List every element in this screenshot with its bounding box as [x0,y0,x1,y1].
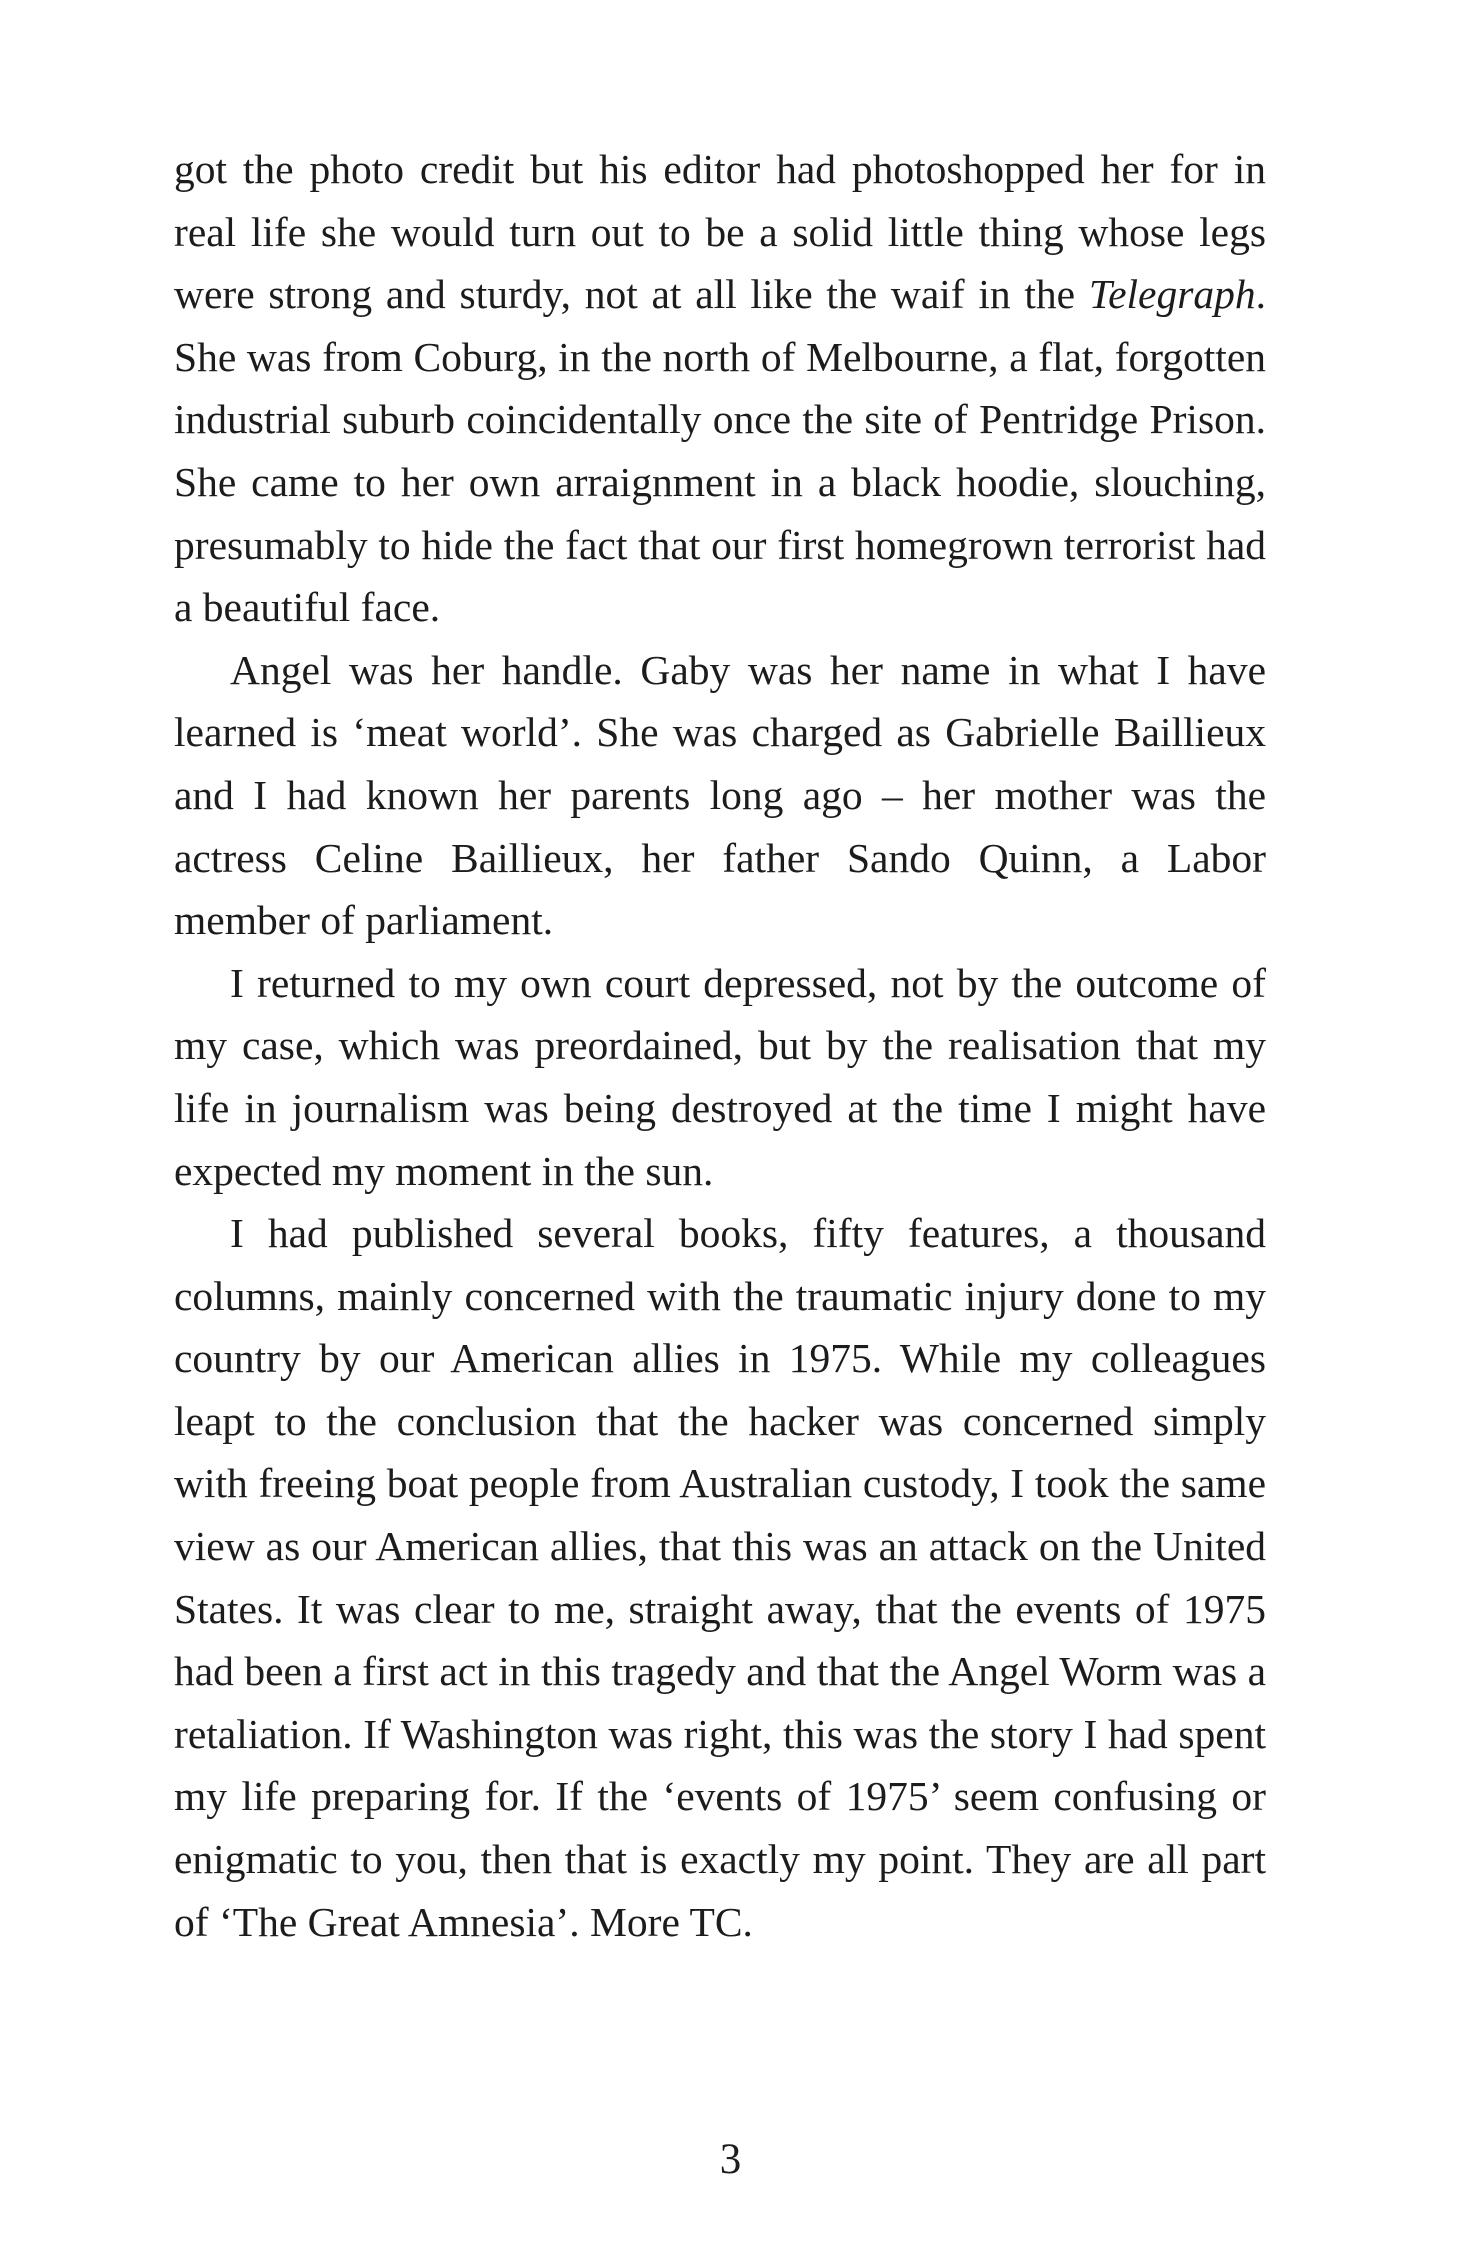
newspaper-title: Telegraph [1088,271,1256,318]
paragraph-4: I had published several books, fifty features, a thousand columns, mainly concerned with the traumatic injury done to my country by our American allies in 1975. While my colleagues leapt to the conclusion that the hacker was concerned simply with freeing boat people from Australian custody, I took the same view as our American allies, that this was an attack on the United States. It was clear to me, straight away, that the events of 1975 had been a first act in this tragedy and that the Angel Worm was a retaliation. If Washington was right, this was the story I had spent my life preparing for. If the ‘events of 1975’ seem confusing or enigmatic to you, then that is exactly my point. They are all part of ‘The Great Amnesia’. More TC. [174,1210,1266,1945]
body-text [174,138,1266,1953]
page-number: 3 [719,2136,742,2183]
paragraph-1 [174,138,1266,639]
paragraph-1-before: got the photo credit but his editor had photoshopped her for in real life she would turn out to be a solid little thing whose legs were strong and sturdy, not at all like the waif in the [174,146,1266,318]
paragraph-2: Angel was her handle. Gaby was her name in what I have learned is ‘meat world’. She was charged as Gabrielle Baillieux and I had known her parents long ago – her mother was the actress Celine Baillieux, her father Sando Quinn, a Labor member of parliament. [174,646,1266,944]
paragraph-3: I returned to my own court depressed, not by the outcome of my case, which was preordained, but by the realisation that my life in journalism was being destroyed at the time I might have expected my moment in the sun. [174,959,1266,1194]
paragraph-1-after: . She was from Coburg, in the north of Melbourne, a flat, forgotten industrial suburb coincidentally once the site of Pentridge Prison. She came to her own arraignment in a black hoodie, slouching, presumably to hide the fact that our first homegrown terrorist had a beautiful face. [174,271,1266,631]
